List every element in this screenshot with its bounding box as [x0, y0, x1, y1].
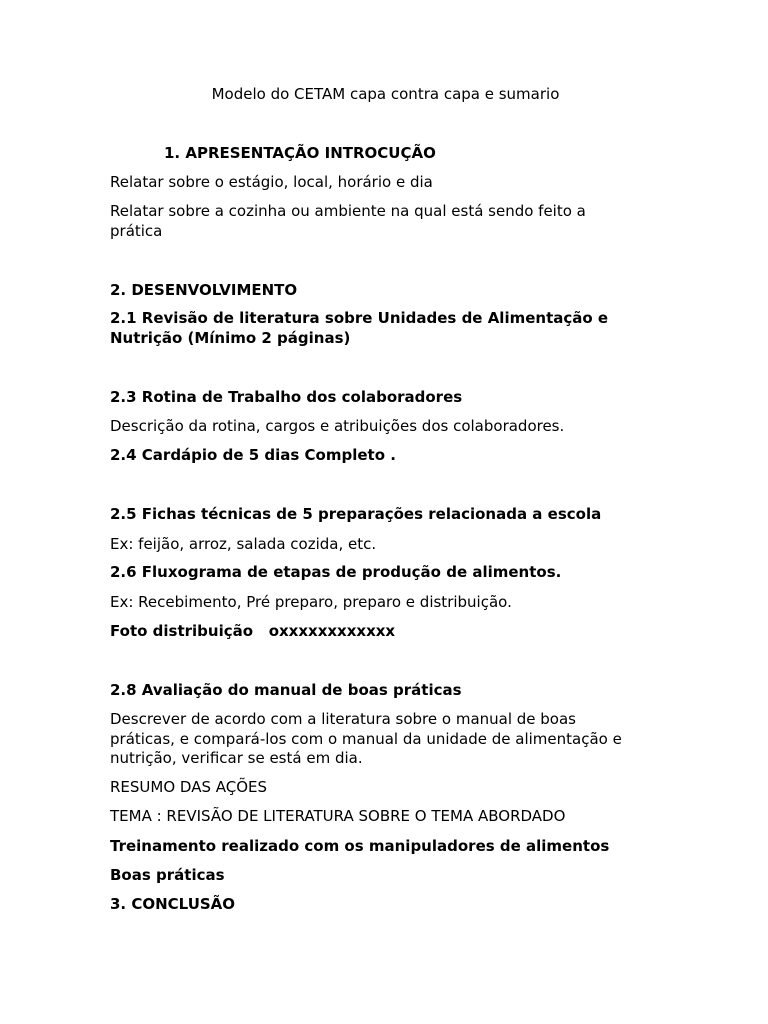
- document-title: Modelo do CETAM capa contra capa e sumario: [211, 85, 560, 103]
- section-2-1-heading-line-1: 2.1 Revisão de literatura sobre Unidades de Alimentação e: [110, 309, 609, 327]
- section-2-heading: 2. DESENVOLVIMENTO: [110, 281, 298, 299]
- boas-praticas-line: Boas práticas: [110, 866, 225, 884]
- section-2-1-heading-line-2: Nutrição (Mínimo 2 páginas): [110, 329, 351, 347]
- section-2-6-heading: 2.6 Fluxograma de etapas de produção de alimentos.: [110, 563, 562, 581]
- section-2-8-paragraph-line-3: nutrição, verificar se está em dia.: [110, 749, 363, 767]
- section-2-4-heading: 2.4 Cardápio de 5 dias Completo .: [110, 446, 396, 464]
- section-2-8-heading: 2.8 Avaliação do manual de boas práticas: [110, 681, 462, 699]
- section-1-paragraph-2-line-1: Relatar sobre a cozinha ou ambiente na qual está sendo feito a: [110, 202, 586, 220]
- section-2-3-heading: 2.3 Rotina de Trabalho dos colaboradores: [110, 388, 463, 406]
- section-2-5-paragraph: Ex: feijão, arroz, salada cozida, etc.: [110, 535, 377, 553]
- section-1-heading: 1. APRESENTAÇÃO INTROCUÇÃO: [164, 144, 436, 162]
- section-2-8-paragraph-line-1: Descrever de acordo com a literatura sobre o manual de boas: [110, 710, 576, 728]
- section-2-3-paragraph: Descrição da rotina, cargos e atribuições dos colaboradores.: [110, 417, 565, 435]
- tema-line: TEMA : REVISÃO DE LITERATURA SOBRE O TEMA ABORDADO: [110, 807, 566, 825]
- section-2-6-paragraph: Ex: Recebimento, Pré preparo, preparo e distribuição.: [110, 593, 512, 611]
- section-1-paragraph-2-line-2: prática: [110, 222, 163, 240]
- section-2-5-heading: 2.5 Fichas técnicas de 5 preparações relacionada a escola: [110, 505, 602, 523]
- section-2-8-paragraph-line-2: práticas, e compará-los com o manual da unidade de alimentação e: [110, 730, 622, 748]
- section-3-heading: 3. CONCLUSÃO: [110, 895, 236, 913]
- section-1-paragraph-1: Relatar sobre o estágio, local, horário e dia: [110, 173, 433, 191]
- foto-distribuicao-line: Foto distribuição oxxxxxxxxxxxx: [110, 622, 396, 640]
- treinamento-line: Treinamento realizado com os manipuladores de alimentos: [110, 837, 610, 855]
- resumo-das-acoes: RESUMO DAS AÇÕES: [110, 778, 268, 796]
